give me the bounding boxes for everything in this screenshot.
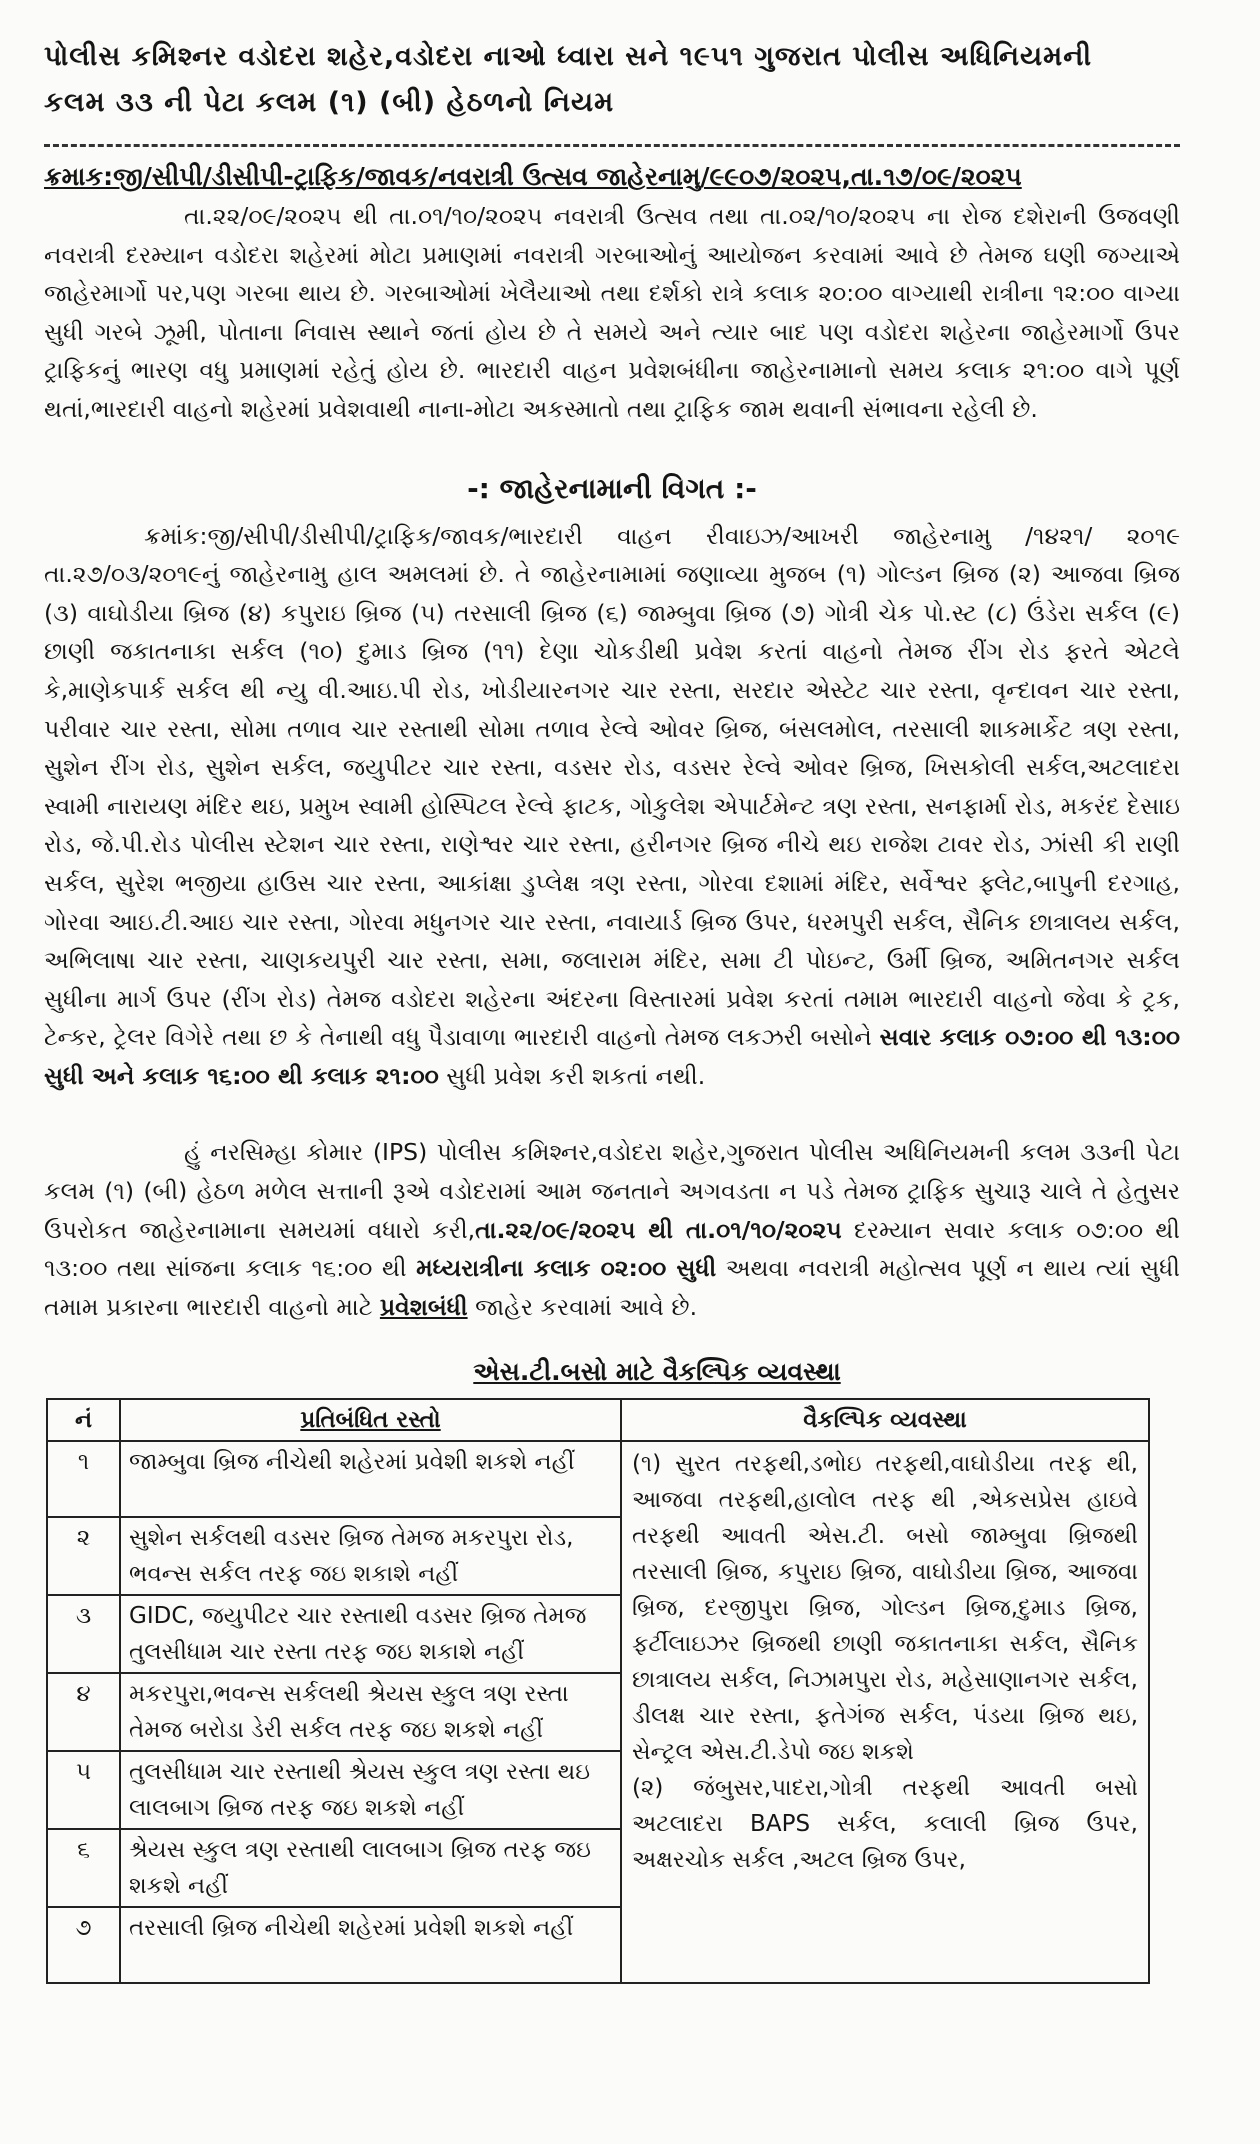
row-number: ૪ xyxy=(47,1673,120,1751)
row-route: તુલસીધામ ચાર રસ્તાથી શ્રેયસ સ્કુલ ત્રણ રસ્તા થઇ લાલબાગ બ્રિજ તરફ જઇ શકશે નહીં xyxy=(120,1751,621,1829)
dashed-divider xyxy=(44,144,1180,147)
details-end: સુધી પ્રવેશ કરી શકતાં નથી. xyxy=(446,1061,706,1090)
row-route: શ્રેયસ સ્કુલ ત્રણ રસ્તાથી લાલબાગ બ્રિજ તરફ જઇ શકશે નહીં xyxy=(120,1829,621,1907)
row-number: ૨ xyxy=(47,1517,120,1595)
reference-number: ક્રમાક:જી/સીપી/ડીસીપી-ટ્રાફિક/જાવક/નવરાત્રી ઉત્સવ જાહેરનામુ/૯૯૦૭/૨૦૨૫,તા.૧૭/૦૯/૨૦૨૫ xyxy=(44,162,1022,191)
spacer xyxy=(44,1095,1180,1133)
table-title: એસ.ટી.બસો માટે વૈકલ્પિક વ્યવસ્થા xyxy=(473,1357,841,1387)
order-bold-ban: પ્રવેશબંધી xyxy=(379,1292,468,1321)
header-restricted-route: પ્રતિબંધિત રસ્તો xyxy=(120,1399,621,1441)
details-text: ક્રમાંક:જી/સીપી/ડીસીપી/ટ્રાફિક/જાવક/ભારદારી વાહન રીવાઇઝ/આખરી જાહેરનામુ /૧૪૨૧/ ૨૦૧૯ તા.૨૭/૦૩/૨૦૧૯નું જાહેરનામુ હાલ અમલમાં છે. તે જાહેરનામામાં જણાવ્યા મુજબ (૧) ગોલ્ડન બ્રિજ (૨) આજવા બ્રિજ (૩) વાઘોડીયા બ્રિજ (૪) કપુરાઇ બ્રિજ (૫) તરસાલી બ્રિજ (૬) જામ્બુવા બ્રિજ (૭) ગોત્રી ચેક પો.સ્ટ (૮) ઉંડેરા સર્કલ (૯) છાણી જકાતનાકા સર્કલ (૧૦) દુમાડ બ્રિજ (૧૧) દેણા ચોકડીથી પ્રવેશ કરતાં વાહનો તેમજ રીંગ રોડ ફરતે એટલે કે,માણેકપાર્ક સર્કલ થી ન્યુ વી.આઇ.પી રોડ, ખોડીયારનગર ચાર રસ્તા, સરદાર એસ્ટેટ ચાર રસ્તા, વૃન્દાવન ચાર રસ્તા, પરીવાર ચાર રસ્તા, સોમા તળાવ ચાર રસ્તાથી સોમા તળાવ રેલ્વે ઓવર બ્રિજ, બંસલમોલ, તરસાલી શાકમાર્કેટ ત્રણ રસ્તા, સુશેન રીંગ રોડ, સુશેન સર્કલ, જયુપીટર ચાર રસ્તા, વડસર રોડ, વડસર રેલ્વે ઓવર બ્રિજ, ખિસકોલી સર્કલ,અટલાદરા સ્વામી નારાયણ મંદિર થઇ, પ્રમુખ સ્વામી હોસ્પિટલ રેલ્વે ફાટક, ગોકુલેશ એપાર્ટમેન્ટ ત્રણ રસ્તા, સનફાર્મા રોડ, મકરંદ દેસાઇ રોડ, જે.પી.રોડ પોલીસ સ્ટેશન ચાર રસ્તા, રાણેશ્વર ચાર રસ્તા, હરીનગર બ્રિજ નીચે થઇ રાજેશ ટાવર રોડ, ઝાંસી કી રાણી સર્કલ, સુરેશ ભજીયા હાઉસ ચાર રસ્તા, આકાંક્ષા ડુપ્લેક્ષ ત્રણ રસ્તા, ગોરવા દશામાં મંદિર, સર્વેશ્વર ફ્લેટ,બાપુની દરગાહ, ગોરવા આઇ.ટી.આઇ ચાર રસ્તા, ગોરવા મધુનગર ચાર રસ્તા, નવાયાર્ડ બ્રિજ ઉપર, ધરમપુરી સર્કલ, સૈનિક છાત્રાલય સર્કલ, અભિલાષા ચાર રસ્તા, ચાણકયપુરી ચાર રસ્તા, સમા, જલારામ મંદિર, સમા ટી પોઇન્ટ, ઉર્મી બ્રિજ, અમિતનગર સર્કલ સુધીના માર્ગ ઉપર (રીંગ રોડ) તેમજ વડોદરા શહેરના અંદરના વિસ્તારમાં પ્રવેશ કરતાં તમામ ભારદારી વાહનો જેવા કે ટ્રક, ટેન્કર, ટ્રેલર વિગેરે તથા છ કે તેનાથી વધુ પૈડાવાળા ભારદારી વાહનો તેમજ લકઝરી બસોને xyxy=(44,521,1180,1052)
order-part-4: જાહેર કરવામાં આવે છે. xyxy=(475,1292,698,1321)
row-route: મકરપુરા,ભવન્સ સર્કલથી શ્રેયસ સ્કુલ ત્રણ રસ્તા તેમજ બરોડા ડેરી સર્કલ તરફ જઇ શકશે નહીં xyxy=(120,1673,621,1751)
header-line-2: કલમ ૩૩ ની પેટા કલમ (૧) (બી) હેઠળનો નિયમ xyxy=(44,87,615,118)
table-header-row xyxy=(47,1399,1149,1441)
order-paragraph xyxy=(44,1133,1180,1326)
row-number: ૭ xyxy=(47,1907,120,1983)
row-route: તરસાલી બ્રિજ નીચેથી શહેરમાં પ્રવેશી શકશે નહીં xyxy=(120,1907,621,1983)
order-part-1: હું નરસિમ્હા કોમાર (IPS) પોલીસ કમિશ્નર,વડોદરા શહેર,ગુજરાત પોલીસ અધિનિયમની કલમ ૩૩ની પેટા કલમ (૧) (બી) હેઠળ મળેલ સત્તાની રૂએ વડોદરામાં આમ જનતાને અગવડતા ન પડે તેમજ ટ્રાફિક સુચારૂ ચાલે તે હેતુસર ઉપરોકત જાહેરનામાના સમયમાં વધારો કરી, xyxy=(44,1138,1180,1244)
header-line-1: પોલીસ કમિશ્નર વડોદરા શહેર,વડોદરા નાઓ ધ્વારા સને ૧૯૫૧ ગુજરાત પોલીસ અધિનિયમની xyxy=(44,41,1093,72)
alternative-cell xyxy=(621,1441,1149,1983)
alternative-route-table xyxy=(46,1398,1150,1984)
header-alternative: વૈકલ્પિક વ્યવસ્થા xyxy=(621,1399,1149,1441)
row-route: જામ્બુવા બ્રિજ નીચેથી શહેરમાં પ્રવેશી શકશે નહીં xyxy=(120,1441,621,1517)
intro-paragraph: તા.૨૨/૦૯/૨૦૨૫ થી તા.૦૧/૧૦/૨૦૨૫ નવરાત્રી ઉત્સવ તથા તા.૦૨/૧૦/૨૦૨૫ ના રોજ દશેરાની ઉજવણી નવરાત્રી દરમ્યાન વડોદરા શહેરમાં મોટા પ્રમાણમાં નવરાત્રી ગરબાઓનું આયોજન કરવામાં આવે છે તેમજ ઘણી જગ્યાએ જાહેરમાર્ગો પર,પણ ગરબા થાય છે. ગરબાઓમાં ખેલૈયાઓ તથા દર્શકો રાત્રે કલાક ૨૦:૦૦ વાગ્યાથી રાત્રીના ૧૨:૦૦ વાગ્યા સુધી ગરબે ઝૂમી, પોતાના નિવાસ સ્થાને જતાં હોય છે તે સમયે અને ત્યાર બાદ પણ વડોદરા શહેરના જાહેરમાર્ગો ઉપર ટ્રાફિકનું ભારણ વધુ પ્રમાણમાં રહેતું હોય છે. ભારદારી વાહન પ્રવેશબંધીના જાહેરનામાનો સમય કલાક ૨૧:૦૦ વાગે પૂર્ણ થતાં,ભારદારી વાહનો શહેરમાં પ્રવેશવાથી નાના-મોટા અકસ્માતો તથા ટ્રાફિક જામ થવાની સંભાવના રહેલી છે. xyxy=(44,202,1180,423)
row-route: સુશેન સર્કલથી વડસર બ્રિજ તેમજ મકરપુરા રોડ, ભવન્સ સર્કલ તરફ જઇ શકાશે નહીં xyxy=(120,1517,621,1595)
alternative-text-1: (૧) સુરત તરફથી,ડભોઇ તરફથી,વાઘોડીયા તરફ થી, આજવા તરફથી,હાલોલ તરફ થી ,એકસપ્રેસ હાઇવે તરફથી આવતી એસ.ટી. બસો જામ્બુવા બ્રિજથી તરસાલી બ્રિજ, કપુરાઇ બ્રિજ, વાઘોડીયા બ્રિજ, આજવા બ્રિજ, દરજીપુરા બ્રિજ, ગોલ્ડન બ્રિજ,દુમાડ બ્રિજ, ફર્ટીલાઇઝર બ્રિજથી છાણી જકાતનાકા સર્કલ, સૈનિક છાત્રાલય સર્કલ, નિઝામપુરા રોડ, મહેસાણાનગર સર્કલ, ડીલક્ષ ચાર રસ્તા, ફતેગંજ સર્કલ, પંડયા બ્રિજ થઇ, સેન્ટ્રલ એસ.ટી.ડેપો જઇ શકશે xyxy=(631,1451,1138,1766)
details-title: -: જાહેરનામાની વિગત :- xyxy=(467,471,757,505)
row-number: ૬ xyxy=(47,1829,120,1907)
row-number: ૩ xyxy=(47,1595,120,1673)
details-bold-times: સવાર કલાક ૦૭:૦૦ થી ૧૩:૦૦ સુધી અને કલાક ૧૬:૦૦ થી કલાક ૨૧:૦૦ xyxy=(44,1023,1180,1090)
order-part-3: અથવા નવરાત્રી મહોત્સવ પૂર્ણ ન થાય ત્યાં સુધી તમામ પ્રકારના ભારદારી વાહનો માટે xyxy=(44,1254,1180,1321)
order-part-2: દરમ્યાન સવાર કલાક ૦૭:૦૦ થી ૧૩:૦૦ તથા સાંજના કલાક ૧૬:૦૦ થી xyxy=(44,1215,1180,1283)
row-route: GIDC, જયુપીટર ચાર રસ્તાથી વડસર બ્રિજ તેમજ તુલસીધામ ચાર રસ્તા તરફ જઇ શકાશે નહીં xyxy=(120,1595,621,1673)
header-number: નં xyxy=(47,1399,120,1441)
order-bold-dates: તા.૨૨/૦૯/૨૦૨૫ થી તા.૦૧/૧૦/૨૦૨૫ xyxy=(475,1215,842,1244)
alternative-text-2: (૨) જંબુસર,પાદરા,ગોત્રી તરફથી આવતી બસો અટલાદરા BAPS સર્કલ, કલાલી બ્રિજ ઉપર, અક્ષરચોક સર્કલ ,અટલ બ્રિજ ઉપર, xyxy=(631,1775,1138,1874)
details-paragraph xyxy=(44,517,1180,1096)
row-number: ૧ xyxy=(47,1441,120,1517)
notice-header xyxy=(44,34,1180,126)
row-number: ૫ xyxy=(47,1751,120,1829)
table-row xyxy=(47,1441,1149,1517)
order-bold-midnight: મધ્યરાત્રીના કલાક ૦૨:૦૦ સુધી xyxy=(416,1254,717,1283)
